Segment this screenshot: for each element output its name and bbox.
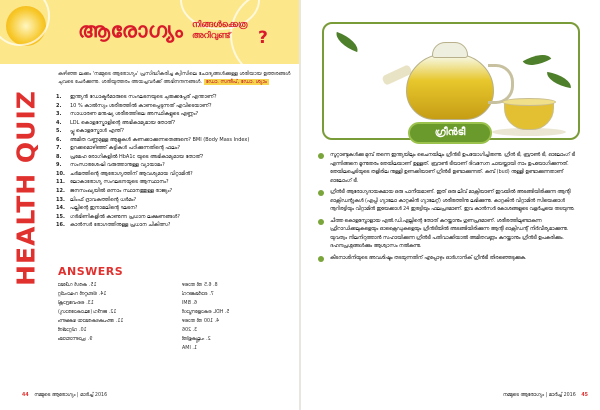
question-text: പ്രമേഹ രോഗികളിൽ HbA1c യുടെ അഭികാമ്യമായ തോത്? bbox=[70, 153, 204, 160]
question-number: 14. bbox=[56, 205, 65, 212]
question-text: പല്ലിന്റെ ഇനാമലിന്റെ ഘടന? bbox=[70, 205, 138, 212]
bullet-icon bbox=[318, 190, 324, 196]
answer-item: 13. ഹൈദ്രോക്സി bbox=[58, 301, 94, 306]
question-number: 9. bbox=[56, 162, 62, 169]
question-text: LDL കൊളസ്ട്രോളിന്റെ അഭികാമ്യമായ തോത്? bbox=[70, 119, 176, 126]
question-number: 4. bbox=[56, 119, 62, 126]
question-item bbox=[56, 178, 294, 187]
bullet-icon bbox=[318, 256, 324, 262]
question-text: 10 % കാൽസ്യം ശരീരത്തിൽ കാണപ്പെടുന്നത് എവിടെയാണ്? bbox=[70, 102, 212, 109]
bullet-text: സൂറ്റാണ്ടുകൾക്കു മുമ്പ് തന്നെ ഇന്ത്യയിലും ചൈനയിലും ഗ്രീൻടീ ഉപയോഗിച്ചിരുന്നു. ഗ്രീൻ ടീ, ബ്രൗൺ ടീ, ഓലോംഗ് ടീ എന്നിങ്ങനെ മൂന്നുതരം തേയിലയാണ് ഉള്ളത്. ബ്രൗൺ ടീയാണ് ദിവസേന ചായയ്ക്കായി നാം ഉപയോഗിക്കുന്നത്. തേയിലച്ചെടിയുടെ തളിരില നുള്ളി ഉണക്കിയാണ് ഗ്രീൻടീ ഉണ്ടാക്കുന്നത്. കുമ്പ് (bud) നുള്ളി ഉണ്ടാക്കുന്നതാണ് ഓലോംഗ് ടീ. bbox=[330, 153, 576, 184]
answer-item: 2. പല്ലുകളിൽ bbox=[182, 337, 211, 342]
question-item bbox=[56, 102, 294, 111]
question-text: സാധാരണ മനുഷ്യ ശരീരത്തിലെ അസ്ഥികളുടെ എണ്ണം? bbox=[70, 111, 199, 118]
intro-text: കഴിഞ്ഞ ലക്കം 'നമ്മുടെ ആരോഗ്യം' പ്രസിദ്ധീകരിച്ച ക്വിസിലെ ചോദ്യങ്ങൾക്കുള്ള ശരിയായ ഉത്തരങ്ങൾ ചുവടെ ചേർക്കുന്നു. ശരിയുത്തരം അയച്ചവർക്ക് അഭിനന്ദനങ്ങൾ. bbox=[58, 71, 291, 85]
page-number: 44 bbox=[22, 393, 29, 398]
answer-item: 6. BMI bbox=[182, 301, 197, 306]
question-item bbox=[56, 213, 294, 222]
bullet-item bbox=[318, 152, 586, 186]
question-item bbox=[56, 110, 294, 119]
green-tea-label: ഗ്രീൻടീ bbox=[408, 122, 492, 144]
answer-item: 3. 206 bbox=[182, 328, 198, 333]
footer-text: നമ്മുടെ ആരോഗ്യം | മാർച്ച് 2016 bbox=[34, 393, 108, 398]
question-item bbox=[56, 161, 294, 170]
answer-item: 14. ടിബറ്റൻ റഷാഫിറ്റ bbox=[58, 292, 107, 297]
question-text: ഉറക്കമൊഴിഞ്ഞ് കുട്ടികൾ പഠിക്കുന്നതിന്റെ ഫലം? bbox=[70, 145, 181, 152]
question-item bbox=[56, 127, 294, 136]
answers-heading: ANSWERS bbox=[58, 265, 124, 278]
question-item bbox=[56, 136, 294, 145]
question-text: ലോകാരോഗ്യ സംഘടനയുടെ ആസ്ഥാനം? bbox=[70, 179, 169, 186]
answer-item: 15. കരൾ ഡീമോ bbox=[58, 283, 97, 288]
bullet-text: ചീത്ത കൊളസ്ട്രോളായ എൽ.ഡി.എല്ലിന്റെ തോത് കുറയ്ക്കാനും ഗുണപ്രദമാണ്. ശരീരത്തിലുണ്ടാകുന്ന ഫ്രീറാഡിക്കലുകളെയും ഓക്സൈഡുകളെയും ഗ്രീൻടീയിൽ അടങ്ങിയിരിക്കുന്ന ആന്റി ഓക്സിഡന്റ് നിർവീര്യമാക്കുന്നു. യുവത്വം നിലനിറുത്താൻ സഹായിക്കുന്ന ഗ്രീൻടീ പതിവാക്കിയാൽ അമിതവണ്ണം കുറയ്ക്കാനും ഗ്രീൻടീ ഉപകരിക്കും. ദഹനപ്രശ്നങ്ങൾക്കും ആശ്വാസം നൽകുന്നു. bbox=[330, 218, 569, 250]
question-item bbox=[56, 187, 294, 196]
question-number: 12. bbox=[56, 188, 65, 195]
question-number: 1. bbox=[56, 94, 62, 100]
health-quiz-heading: HEALTH QUIZ bbox=[11, 90, 41, 286]
question-number: 3. bbox=[56, 111, 62, 118]
bullet-text: കീടനാശിനിയുടെ അവശിഷ്ടം തടയുന്നതിന് എപ്പോഴും ഓർഗാനിക് ഗ്രീൻടീ തിരഞ്ഞെടുക്കുക. bbox=[330, 256, 527, 262]
page-subtitle: നിങ്ങൾക്കെത്ര അറിവുണ്ട് bbox=[192, 20, 248, 41]
tea-cup-rim bbox=[502, 98, 556, 106]
footer-text: നമ്മുടെ ആരോഗ്യം | മാർച്ച് 2016 bbox=[502, 393, 576, 398]
answer-item: 10. വിറ്റാമിൻ bbox=[58, 328, 87, 333]
answer-item: 12. ജനീവ (ലോകാരോഗ്യ) bbox=[58, 310, 117, 315]
question-text: സംസാരശേഷി വരുത്താനുള്ള വ്യായാമം? bbox=[70, 162, 165, 169]
answer-item: 4. 100 ൽ താഴെ bbox=[182, 319, 220, 324]
teapot-icon bbox=[406, 54, 494, 120]
question-number: 5. bbox=[56, 128, 62, 135]
side-title bbox=[6, 88, 46, 288]
footer-left bbox=[22, 392, 107, 398]
answer-item: 7. ഓർമക്കുറവ് bbox=[182, 292, 214, 297]
bullet-item bbox=[318, 189, 586, 215]
bullet-item bbox=[318, 255, 586, 264]
question-item bbox=[56, 204, 294, 213]
bullet-text: ഗ്രീൻടീ ആരോഗ്യദായകമായ ഒരു പാനീയമാണ്. ഇത് ഒരു ലീവ് മാക്സിയാണ് ഇവയിൽ അടങ്ങിയിരിക്കുന്ന ആന്റി ഓക്സിഡന്റുകൾ (എപ്പി ഗ്യാലോ കാറ്റകിൻ ഗ്യാലേറ്റ്) ശരീരത്തിനു ലഭിക്കുന്നു. കാറ്റകിൻ വിറ്റാമിൻ സിയെക്കാൾ നൂറിരട്ടിയും വിറ്റാമിൻ ഇയേക്കാൾ 24 ഇരട്ടിയും ഫലപ്രദമാണ്. ഇവ കാൻസർ കോശങ്ങളുടെ വളർച്ചയെ തടയുന്നു. bbox=[330, 190, 575, 213]
question-text: ഇന്ത്യൻ ഡോക്ടർമാരുടെ സംഘടനയുടെ ചുരുക്കപ്പേര് എന്താണ്? bbox=[70, 94, 217, 100]
leaf-icon bbox=[545, 72, 573, 88]
question-item bbox=[56, 153, 294, 162]
question-mark-icon: ? bbox=[258, 28, 268, 48]
answer-item: 1. IMA bbox=[182, 346, 197, 351]
question-number: 8. bbox=[56, 153, 62, 160]
question-number: 2. bbox=[56, 102, 62, 109]
question-item bbox=[56, 196, 294, 205]
leaf-icon bbox=[523, 48, 552, 71]
question-number: 16. bbox=[56, 222, 65, 229]
question-list bbox=[56, 93, 294, 230]
question-number: 13. bbox=[56, 196, 65, 203]
question-number: 10. bbox=[56, 170, 65, 177]
question-number: 6. bbox=[56, 136, 62, 143]
question-item bbox=[56, 221, 294, 230]
question-number: 15. bbox=[56, 213, 65, 220]
page-title: ആരോഗ്യം bbox=[78, 18, 184, 42]
question-text: പ്ലൂ കൊളസ്ട്രോൾ എന്ത്? bbox=[70, 128, 124, 135]
question-text: ജനസംഖ്യയിൽ ഒന്നാം സ്ഥാനത്തുള്ള രാജ്യം? bbox=[70, 188, 173, 195]
answer-item: 5. HDL കൊളസ്ട്രോൾ bbox=[182, 310, 230, 315]
answers-column-1 bbox=[58, 281, 170, 344]
swirl-decoration bbox=[0, 0, 50, 46]
intro-paragraph bbox=[58, 70, 294, 86]
page-number: 45 bbox=[581, 393, 588, 398]
leaf-icon bbox=[333, 32, 362, 52]
answer-item: 8. 6.5 ൽ താഴെ bbox=[182, 283, 218, 288]
question-text: ലിംഫ് ദ്രാവകത്തിന്റെ ധർമം? bbox=[70, 196, 137, 203]
answers-column-2 bbox=[182, 281, 294, 353]
green-tea-bullets bbox=[318, 152, 586, 267]
question-text: അമിത വണ്ണമുള്ള ആളുകൾ കണക്കാക്കുന്നതെങ്ങനെ? BMI (Body Mass Index) bbox=[70, 136, 250, 143]
teapot-handle bbox=[488, 64, 514, 104]
quiz-header-banner bbox=[0, 0, 300, 64]
answer-item: 11. അപകടകരമായ ഭക്ഷണം bbox=[58, 319, 124, 324]
bullet-icon bbox=[318, 219, 324, 225]
question-item bbox=[56, 93, 294, 102]
question-item bbox=[56, 170, 294, 179]
question-number: 7. bbox=[56, 145, 62, 152]
question-text: ചർമത്തിന്റെ ആരോഗ്യത്തിന് ആവശ്യമായ വിറ്റാമിൻ? bbox=[70, 170, 193, 177]
question-text: ഗർഭിണികളിൽ കാണുന്ന പ്രധാന ലക്ഷണങ്ങൾ? bbox=[70, 213, 180, 220]
tea-cup-icon bbox=[504, 102, 554, 130]
question-text: കാൻസർ രോഗത്തിനുള്ള പ്രധാന ചികിത്സ? bbox=[70, 222, 171, 229]
bullet-icon bbox=[318, 153, 324, 159]
footer-right bbox=[503, 392, 588, 398]
question-item bbox=[56, 144, 294, 153]
answer-item: 9. പ്രാണായാമം bbox=[58, 337, 93, 342]
teapot-lid bbox=[432, 42, 468, 58]
question-number: 11. bbox=[56, 179, 65, 186]
right-page bbox=[300, 0, 600, 410]
answers-block bbox=[58, 281, 294, 383]
bullet-item bbox=[318, 218, 586, 252]
question-item bbox=[56, 119, 294, 128]
intro-highlight: ഡോ. സന്ദീപ്, ഡോ. ശ്യാം bbox=[205, 79, 267, 85]
